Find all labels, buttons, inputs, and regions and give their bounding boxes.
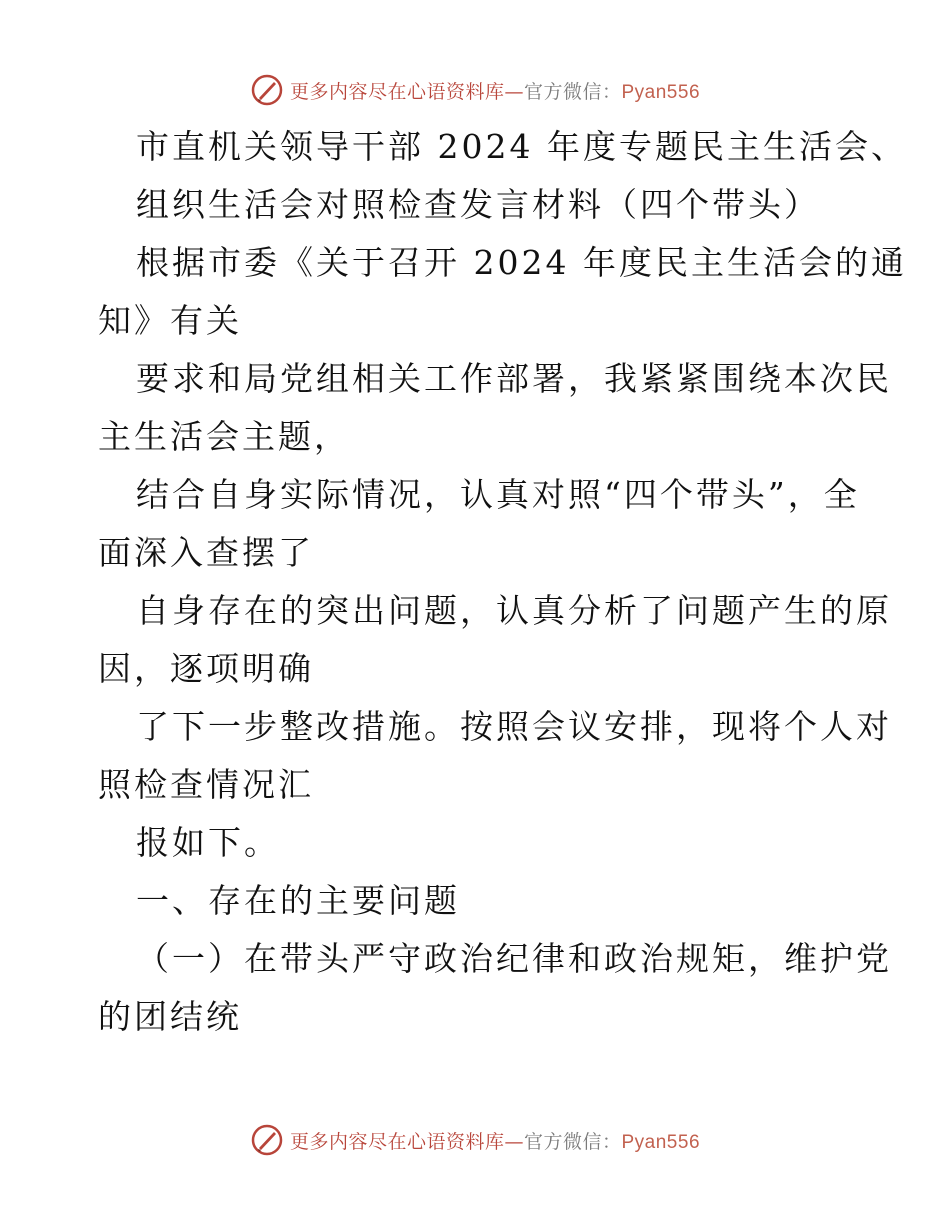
body-line: 要求和局党组相关工作部署，我紧紧围绕本次民: [136, 359, 892, 398]
footer-watermark-banner: [0, 1120, 950, 1160]
body-line: 报如下。: [136, 823, 280, 862]
body-line: 面深入查摆了: [98, 533, 314, 572]
header-watermark-banner: [0, 70, 950, 110]
watermark-text: 更多内容尽在心语资料库—官方微信：Pyan556: [289, 80, 701, 103]
body-line: 主生活会主题，: [98, 417, 350, 456]
body-line: 的团结统: [98, 997, 242, 1036]
body-line: 照检查情况汇: [98, 765, 314, 804]
title-line-1: 市直机关领导干部 2024 年度专题民主生活会、: [136, 127, 907, 166]
body-line: 自身存在的突出问题，认真分析了问题产生的原: [136, 591, 892, 630]
body-line: 因，逐项明确: [98, 649, 314, 688]
title-line-2: 组织生活会对照检查发言材料（四个带头）: [136, 185, 820, 224]
document-body: [98, 118, 907, 1046]
quill-logo-icon: [250, 73, 284, 107]
subsection-heading: （一）在带头严守政治纪律和政治规矩，维护党: [136, 939, 892, 978]
body-line: 根据市委《关于召开 2024 年度民主生活会的通: [136, 243, 907, 282]
body-line: 了下一步整改措施。按照会议安排，现将个人对: [136, 707, 892, 746]
body-line: 结合自身实际情况，认真对照“四个带头”，全: [136, 475, 860, 514]
watermark-text: 更多内容尽在心语资料库—官方微信：Pyan556: [289, 1130, 701, 1153]
body-line: 知》有关: [98, 301, 242, 340]
quill-logo-icon: [250, 1123, 284, 1157]
section-heading: 一、存在的主要问题: [136, 881, 460, 920]
